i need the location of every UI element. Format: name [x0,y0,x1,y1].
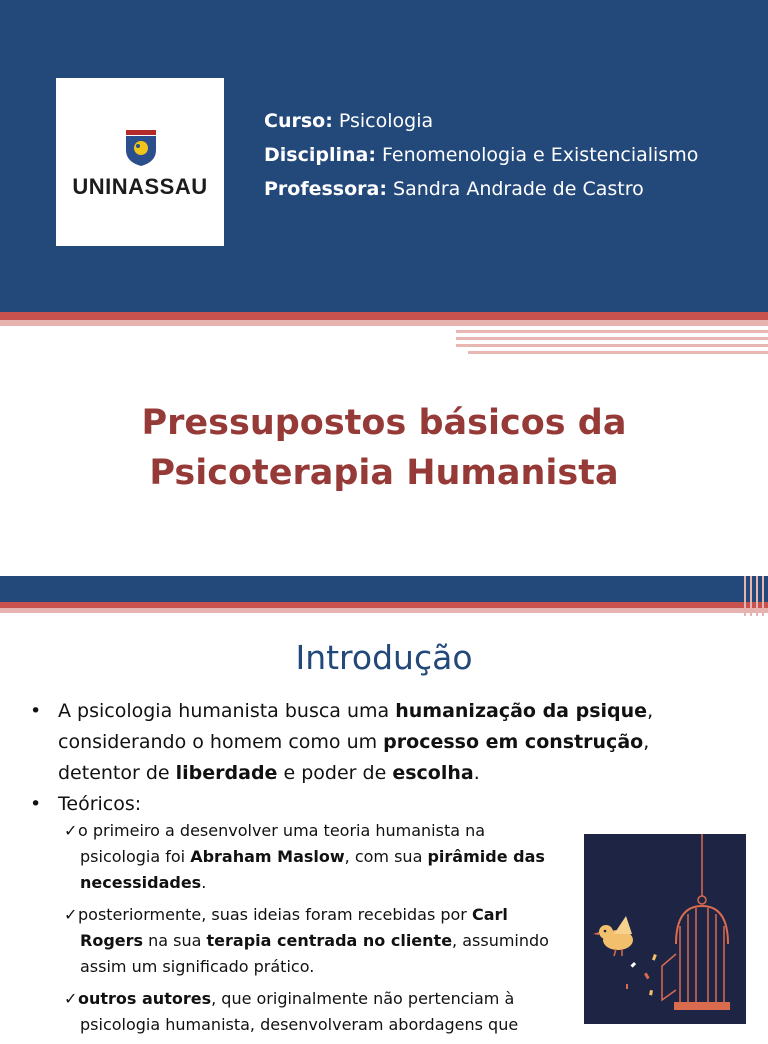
bullet-icon: • [30,793,42,815]
decor-line [456,330,768,333]
list-item: • A psicologia humanista busca uma humanização da psique, considerando o homem como um processo em construção, detentor de liberdade e poder de escolha. [30,696,750,789]
course-line: Curso: Psicologia [264,110,434,132]
check-icon: ✓ [64,821,78,840]
check-icon: ✓ [64,989,78,1008]
decor-tick [762,576,764,616]
check-icon: ✓ [64,905,78,924]
decor-line [468,351,768,354]
discipline-line: Disciplina: Fenomenologia e Existencialismo [264,144,699,166]
decor-tick [744,576,746,616]
slide2-stripe-blue [0,576,768,602]
list-item: ✓outros autores, que originalmente não pertenciam à psicologia humanista, desenvolveram abordagens que [78,986,562,1038]
decor-tick [750,576,752,616]
decor-tick [756,576,758,616]
header-banner [0,0,768,312]
bullet-list [30,696,750,820]
section-title: Introdução [295,638,473,677]
logo-text: UNINASSAU [72,174,208,199]
course-info [264,104,698,206]
slide-title: Pressupostos básicos da Psicoterapia Humanista [141,403,627,493]
decor-line [456,344,768,347]
shield-icon [126,130,156,166]
bullet-icon: • [30,700,42,722]
list-item: • Teóricos: [30,789,750,820]
bird-cage-illustration [584,834,746,1024]
slide2-stripe-pink [0,608,768,613]
list-item: ✓posteriormente, suas ideias foram recebidas por Carl Rogers na sua terapia centrada no cliente, assumindo assim um significado prático. [78,902,562,980]
decor-line [456,337,768,340]
bird-cage-icon [584,834,746,1024]
teacher-line: Professora: Sandra Andrade de Castro [264,178,644,200]
logo-box [56,78,224,246]
header-stripe-red [0,312,768,320]
theorists-list [64,818,562,1044]
list-item: ✓o primeiro a desenvolver uma teoria humanista na psicologia foi Abraham Maslow, com sua pirâmide das necessidades. [78,818,562,896]
header-stripe-pink [0,320,768,326]
